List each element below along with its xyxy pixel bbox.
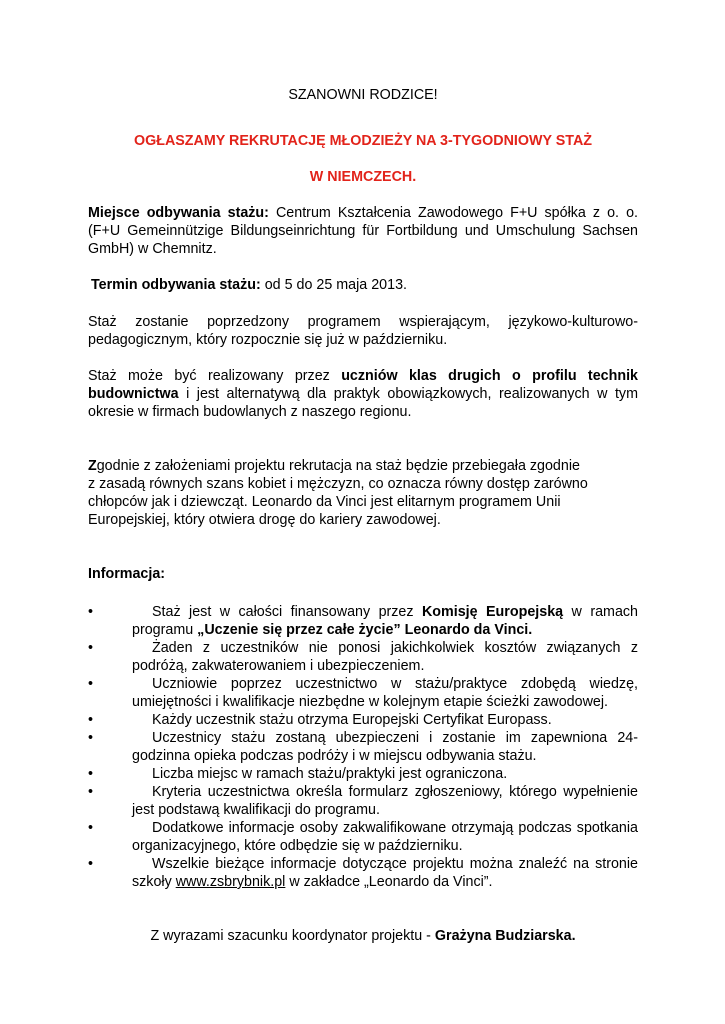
place-label: Miejsce odbywania stażu: xyxy=(88,205,269,221)
list-item xyxy=(88,711,638,729)
info-list xyxy=(88,603,638,891)
list-item xyxy=(88,729,638,765)
students-paragraph xyxy=(88,367,638,421)
equal-line-2: z zasadą równych szans kobiet i mężczyzn, co oznacza równy dostęp zarówno xyxy=(88,476,588,492)
term-paragraph xyxy=(88,276,638,294)
list-item xyxy=(88,819,638,855)
bullet-icon: • xyxy=(88,820,94,836)
bullet-1-text: Staż jest w całości finansowany przez xyxy=(152,604,422,620)
coordinator-name: Grażyna Budziarska. xyxy=(434,928,576,944)
info-heading xyxy=(88,565,638,583)
info-heading-text: Informacja: xyxy=(88,566,166,582)
bullet-3-text: Uczniowie poprzez uczestnictwo w stażu/praktyce zdobędą wiedzę, umiejętności i kwalifikacje niezbędne w kolejnym etapie ścieżki zawodowej. xyxy=(132,676,638,710)
bullet-7-text: Kryteria uczestnictwa określa formularz zgłoszeniowy, którego wypełnienie jest podstawą kwalifikacji do programu. xyxy=(132,784,638,818)
term-text: od 5 do 25 maja 2013. xyxy=(260,277,407,293)
school-website-link[interactable]: www.zsbrybnik.pl xyxy=(175,874,286,890)
bullet-icon: • xyxy=(88,766,94,782)
bullet-icon: • xyxy=(88,640,94,656)
equal-line-3: chłopców jak i dziewcząt. Leonardo da Vinci jest elitarnym programem Unii xyxy=(88,494,561,510)
bullet-icon: • xyxy=(88,856,94,872)
bullet-2-text: Żaden z uczestników nie ponosi jakichkolwiek kosztów związanych z podróżą, zakwaterowaniem i ubezpieczeniem. xyxy=(132,640,638,674)
headline-germany: W NIEMCZECH. xyxy=(309,169,417,185)
bullet-6-text: Liczba miejsc w ramach stażu/praktyki jest ograniczona. xyxy=(152,766,508,782)
term-label: Termin odbywania stażu: xyxy=(91,277,261,293)
greeting: SZANOWNI RODZICE! xyxy=(288,87,438,103)
bullet-8-text: Dodatkowe informacje osoby zakwalifikowane otrzymają podczas spotkania organizacyjnego, które odbędzie się w październiku. xyxy=(132,820,638,854)
closing-signature xyxy=(88,927,638,945)
equal-opportunity-paragraph xyxy=(88,457,638,529)
bullet-icon: • xyxy=(88,604,94,620)
list-item xyxy=(88,675,638,711)
students-text-pre: Staż może być realizowany przez xyxy=(88,368,342,384)
list-item xyxy=(88,639,638,675)
students-text-post: i jest alternatywą dla praktyk obowiązkowych, realizowanych w tym okresie w firmach budowlanych z naszego regionu. xyxy=(88,386,638,420)
place-paragraph xyxy=(88,204,638,258)
list-item xyxy=(88,765,638,783)
list-item xyxy=(88,783,638,819)
place-text: Centrum Kształcenia Zawodowego F+U spółka z o. o. (F+U Gemeinnützige Bildungseinrichtung für Fortbildung und Umschulung Sachsen GmbH) w Chemnitz. xyxy=(88,205,638,257)
students-profile: uczniów klas drugich o profilu technik budownictwa xyxy=(88,368,638,402)
bullet-5-text: Uczestnicy stażu zostaną ubezpieczeni i zostanie im zapewniona 24-godzinna opieka podczas podróży i w miejscu odbywania stażu. xyxy=(132,730,638,764)
document-page xyxy=(88,86,638,945)
equal-line-1: godnie z założeniami projektu rekrutacja na staż będzie przebiegała zgodnie xyxy=(96,458,580,474)
bullet-4-text: Każdy uczestnik stażu otrzyma Europejski Certyfikat Europass. xyxy=(152,712,552,728)
bullet-icon: • xyxy=(88,712,94,728)
bullet-9-text: Wszelkie bieżące informacje dotyczące projektu można znaleźć na stronie szkoły xyxy=(132,856,638,890)
bullet-icon: • xyxy=(88,676,94,692)
bullet-icon: • xyxy=(88,730,94,746)
program-paragraph: Staż zostanie poprzedzony programem wspierającym, językowo-kulturowo-pedagogicznym, który rozpocznie się już w październiku. xyxy=(88,314,638,348)
bullet-icon: • xyxy=(88,784,94,800)
list-item xyxy=(88,855,638,891)
headline-recruitment: OGŁASZAMY REKRUTACJĘ MŁODZIEŻY NA 3-TYGODNIOWY STAŻ xyxy=(133,133,593,149)
bullet-1-mid: w ramach programu xyxy=(132,604,638,638)
bullet-1-bold-program: „Uczenie się przez całe życie” Leonardo da Vinci. xyxy=(197,622,533,638)
bullet-1-bold-commission: Komisję Europejską xyxy=(421,604,564,620)
bullet-9-post: w zakładce „Leonardo da Vinci”. xyxy=(285,874,493,890)
closing-text: Z wyrazami szacunku koordynator projektu - xyxy=(150,928,435,944)
equal-first-letter: Z xyxy=(88,458,97,474)
list-item xyxy=(88,603,638,639)
equal-line-4: Europejskiej, który otwiera drogę do kariery zawodowej. xyxy=(88,512,441,528)
